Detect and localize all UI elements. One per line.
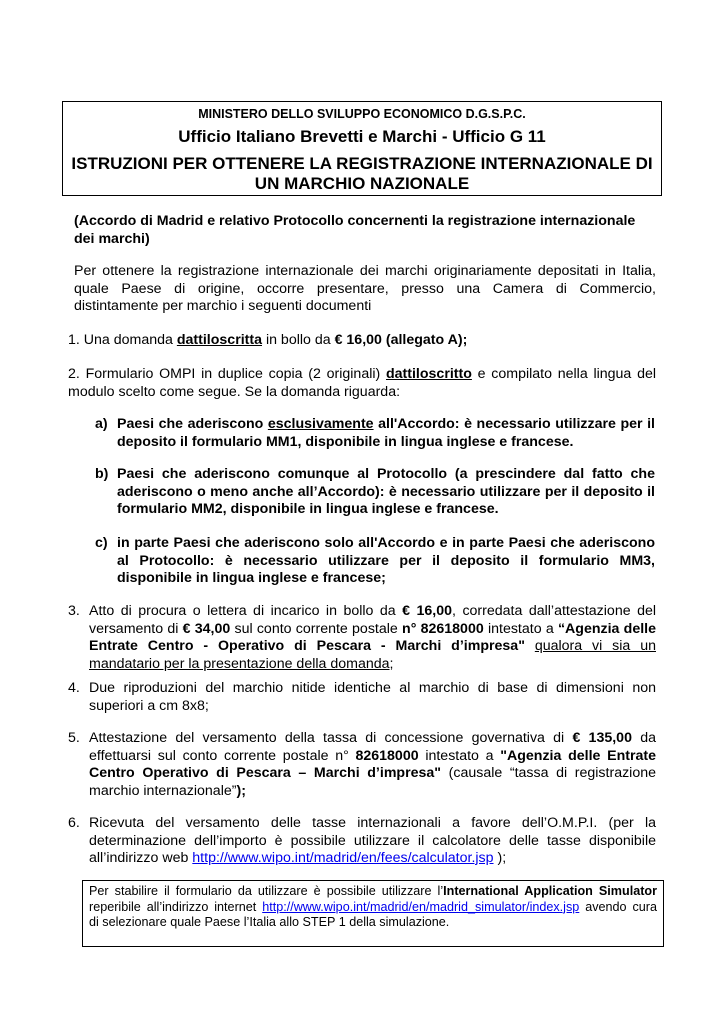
document-title [63,154,661,194]
item-6-end: ); [493,850,507,866]
document-title-line-1: ISTRUZIONI PER OTTENERE LA REGISTRAZIONE INTERNAZIONALE DI [71,154,653,173]
simulator-link[interactable]: http://www.wipo.int/madrid/en/madrid_simulator/index.jsp [262,899,580,914]
item-3-t6: ; [389,655,394,672]
sub-item-a-underlined: esclusivamente [267,416,374,432]
item-1-underlined: dattiloscritta [176,332,262,348]
item-2-underlined: dattiloscritto [385,366,472,382]
sub-item-c [95,535,655,588]
sub-item-c-text: in parte Paesi che aderiscono solo all'Accordo e in parte Paesi che aderiscono al Protocollo: è necessario utilizzare per il deposito il formulario MM3, disponibile in lingua inglese e francese; [117,535,655,586]
item-6-text [89,815,656,868]
item-2 [68,366,656,401]
item-3-t3: sul conto corrente postale [230,620,403,637]
sub-item-c-label: c) [95,535,108,551]
item-5-b4: ); [236,782,246,799]
item-1-fee: € 16,00 (allegato A); [334,332,468,348]
item-3-t5 [525,638,535,654]
item-4-label: 4. [68,680,80,696]
item-3-t4: intestato a [483,620,558,637]
simulator-note-box [82,880,664,947]
note-t2: reperibile all’indirizzo internet [89,899,263,914]
item-1-middle: in bollo da [262,332,335,348]
item-5-t2: da effettuarsi sul conto corrente postale n° [89,730,656,764]
sub-item-a-label: a) [95,416,108,432]
sub-item-a-text [117,416,655,451]
item-6-label: 6. [68,815,80,831]
item-3-b3: n° 82618000 [402,620,484,637]
item-5-t3: intestato a [418,747,501,764]
item-1 [68,332,656,350]
document-title-line-2: UN MARCHIO NAZIONALE [254,174,470,193]
item-4-text: Due riproduzioni del marchio nitide identiche al marchio di base di dimensioni non superiori a cm 8x8; [89,680,656,714]
item-3-b1: € 16,00 [402,603,453,619]
item-5-t4: (causale “tassa di registrazione marchio internazionale” [89,765,657,799]
item-3-u1: qualora vi sia un mandatario per la presentazione della domanda [89,638,656,672]
item-5-b1: € 135,00 [572,730,632,746]
sub-item-a-post: all'Accordo: è necessario utilizzare per il deposito il formulario MM1, disponibile in lingua inglese e francese. [117,416,655,450]
fees-calculator-link[interactable]: http://www.wipo.int/madrid/en/fees/calculator.jsp [192,850,494,866]
item-5-b3: "Agenzia delle Entrate Centro Operativo di Pescara – Marchi d’impresa" [89,747,656,781]
sub-item-b [95,466,655,519]
item-6-body: Ricevuta del versamento delle tasse internazionali a favore dell’O.M.P.I. (per la determinazione dell’importo è possibile utilizzare il calcolatore delle tasse disponibile all’indirizzo web [89,815,656,866]
sub-item-b-text: Paesi che aderiscono comunque al Protocollo (a prescindere dal fatto che aderiscono o meno anche all’Accordo): è necessario utilizzare per il deposito il formulario MM2, disponibile in lingua inglese e francese. [117,466,655,517]
item-5-label: 5. [68,730,80,746]
item-3-label: 3. [68,603,80,619]
item-3 [68,603,656,673]
item-2-rest: e compilato nella lingua del modulo scelto come segue. Se la domanda riguarda: [68,366,657,400]
note-t3: avendo cura di selezionare quale Paese l’Italia allo STEP 1 della simulazione. [89,899,657,929]
intro-paragraph: Per ottenere la registrazione internazionale dei marchi originariamente depositati in Italia, quale Paese di origine, occorre presentare, presso una Camera di Commercio, distintamente per marchio i seguenti documenti [74,263,656,314]
sub-item-b-label: b) [95,466,109,482]
header-box [62,101,662,196]
item-2-prefix: 2. Formulario OMPI in duplice copia (2 originali) [68,366,386,382]
ministry-name: MINISTERO DELLO SVILUPPO ECONOMICO D.G.S.P.C. [198,107,526,121]
item-3-t2: , corredata dall’attestazione del versamento di [89,603,656,637]
note-t1: Per stabilire il formulario da utilizzare è possibile utilizzare l’ [89,884,444,898]
item-5-b2: 82618000 [355,747,419,764]
item-5 [68,730,656,800]
item-6 [68,815,656,868]
item-3-text [89,603,656,673]
office-name: Ufficio Italiano Brevetti e Marchi - Ufficio G 11 [178,127,546,146]
item-5-text [89,730,656,800]
sub-item-a [95,416,655,451]
sub-item-a-pre: Paesi che aderiscono [117,416,268,432]
note-simulator-name: International Application Simulator [443,884,657,898]
item-5-t1: Attestazione del versamento della tassa di concessione governativa di [89,730,573,746]
item-4 [68,680,656,715]
item-1-prefix: 1. Una domanda [68,332,177,348]
item-3-t1: Atto di procura o lettera di incarico in bollo da [89,603,403,619]
item-3-b4: “Agenzia delle Entrate Centro - Operativo di Pescara - Marchi d’impresa" [89,620,656,654]
item-3-b2: € 34,00 [182,620,231,637]
subtitle: (Accordo di Madrid e relativo Protocollo concernenti la registrazione internazionale dei marchi) [74,213,636,247]
